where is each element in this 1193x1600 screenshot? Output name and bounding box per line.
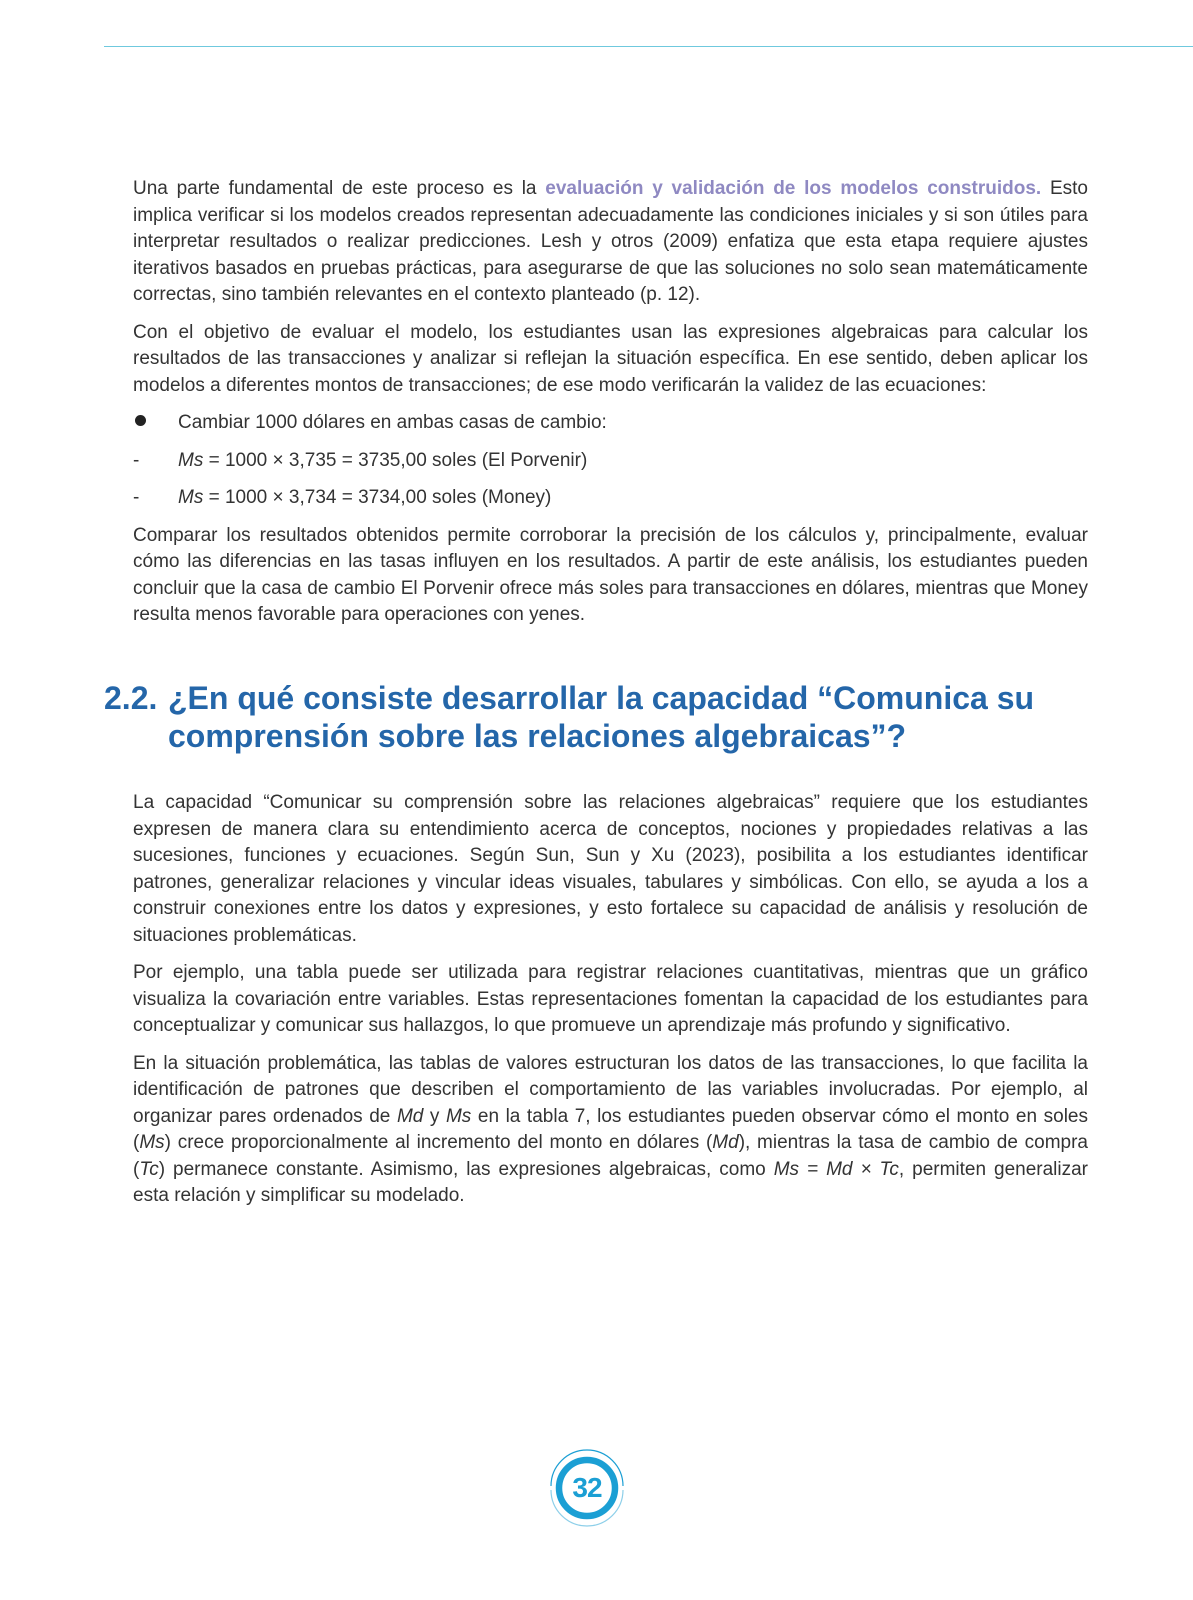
formula: Ms = Md × Tc xyxy=(773,1158,899,1180)
bullet-item: Cambiar 1000 dólares en ambas casas de cambio: xyxy=(133,410,1088,448)
paragraph-comparison: Comparar los resultados obtenidos permite corroborar la precisión de los cálculos y, principalmente, evaluar cómo las diferencias en las tasas influyen en los resultados. A partir de este análisis, los estudiantes pueden concluir que la casa de cambio El Porvenir ofrece más soles para transacciones en dólares, mientras que Money resulta menos favorable para operaciones con yenes. xyxy=(133,524,1088,625)
heading-number: 2.2. xyxy=(104,680,158,716)
top-rule xyxy=(104,46,1193,47)
section-1-body xyxy=(133,176,1088,640)
page-number-badge xyxy=(541,1442,633,1534)
highlight-phrase: evaluación y validación de los modelos construidos. xyxy=(545,178,1042,199)
bullet-dot-icon xyxy=(135,415,146,426)
calc-item-money: - Ms = 1000 × 3,734 = 3734,00 soles (Money) xyxy=(133,485,1088,523)
page-number: 32 xyxy=(572,1472,602,1503)
section-2-body xyxy=(133,790,1088,1221)
paragraph-capacity: La capacidad “Comunicar su comprensión sobre las relaciones algebraicas” requiere que los estudiantes expresen de manera clara su entendimiento acerca de conceptos, nociones y propiedades relativas a las sucesiones, funciones y ecuaciones. Según Sun, Sun y Xu (2023), posibilita a los estudiantes identificar patrones, generalizar relaciones y vincular ideas visuales, tabulares y simbólicas. Con ello, se ayuda a los a construir conexiones entre los datos y expresiones, y esto fortalece su capacidad de análisis y resolución de situaciones problemáticas. xyxy=(133,792,1088,946)
paragraph-objective: Con el objetivo de evaluar el modelo, los estudiantes usan las expresiones algebraicas para calcular los resultados de las transacciones y analizar si reflejan la situación específica. En ese sentido, deben aplicar los modelos a diferentes montos de transacciones; de ese modo verificarán la validez de las ecuaciones: xyxy=(133,321,1088,396)
heading-title: ¿En qué consiste desarrollar la capacidad “Comunica su comprensión sobre las relaciones algebraicas”? xyxy=(168,680,1035,754)
dash-marker: - xyxy=(133,449,140,471)
dash-marker: - xyxy=(133,487,140,508)
paragraph-evaluation: Una parte fundamental de este proceso es la evaluación y validación de los modelos construidos. Esto implica verificar si los modelos creados representan adecuadamente las condiciones iniciales y si son útiles para interpretar resultados o realizar predicciones. Lesh y otros (2009) enfatiza que esta etapa requiere ajustes iterativos basados en pruebas prácticas, para asegurarse de que las soluciones no solo sean matemáticamente correctas, sino también relevantes en el contexto planteado (p. 12). xyxy=(133,178,1088,305)
paragraph-situation: En la situación problemática, las tablas de valores estructuran los datos de las transacciones, lo que facilita la identificación de patrones que describen el comportamiento de las variables involucradas. Por ejemplo, al organizar pares ordenados de Md y Ms en la tabla 7, los estudiantes pueden observar cómo el monto en soles (Ms) crece proporcionalmente al incremento del monto en dólares (Md), mientras la tasa de cambio de compra (Tc) permanece constante. Asimismo, las expresiones algebraicas, como Ms = Md × Tc, permiten generalizar esta relación y simplificar su modelado. xyxy=(133,1052,1089,1206)
calc-item-el-porvenir: - Ms = 1000 × 3,735 = 3735,00 soles (El Porvenir) xyxy=(133,448,1088,486)
paragraph-example: Por ejemplo, una tabla puede ser utilizada para registrar relaciones cuantitativas, mientras que un gráfico visualiza la covariación entre variables. Estas representaciones fomentan la capacidad de los estudiantes para conceptualizar y comunicar sus hallazgos, lo que promueve un aprendizaje más profundo y significativo. xyxy=(133,962,1088,1036)
